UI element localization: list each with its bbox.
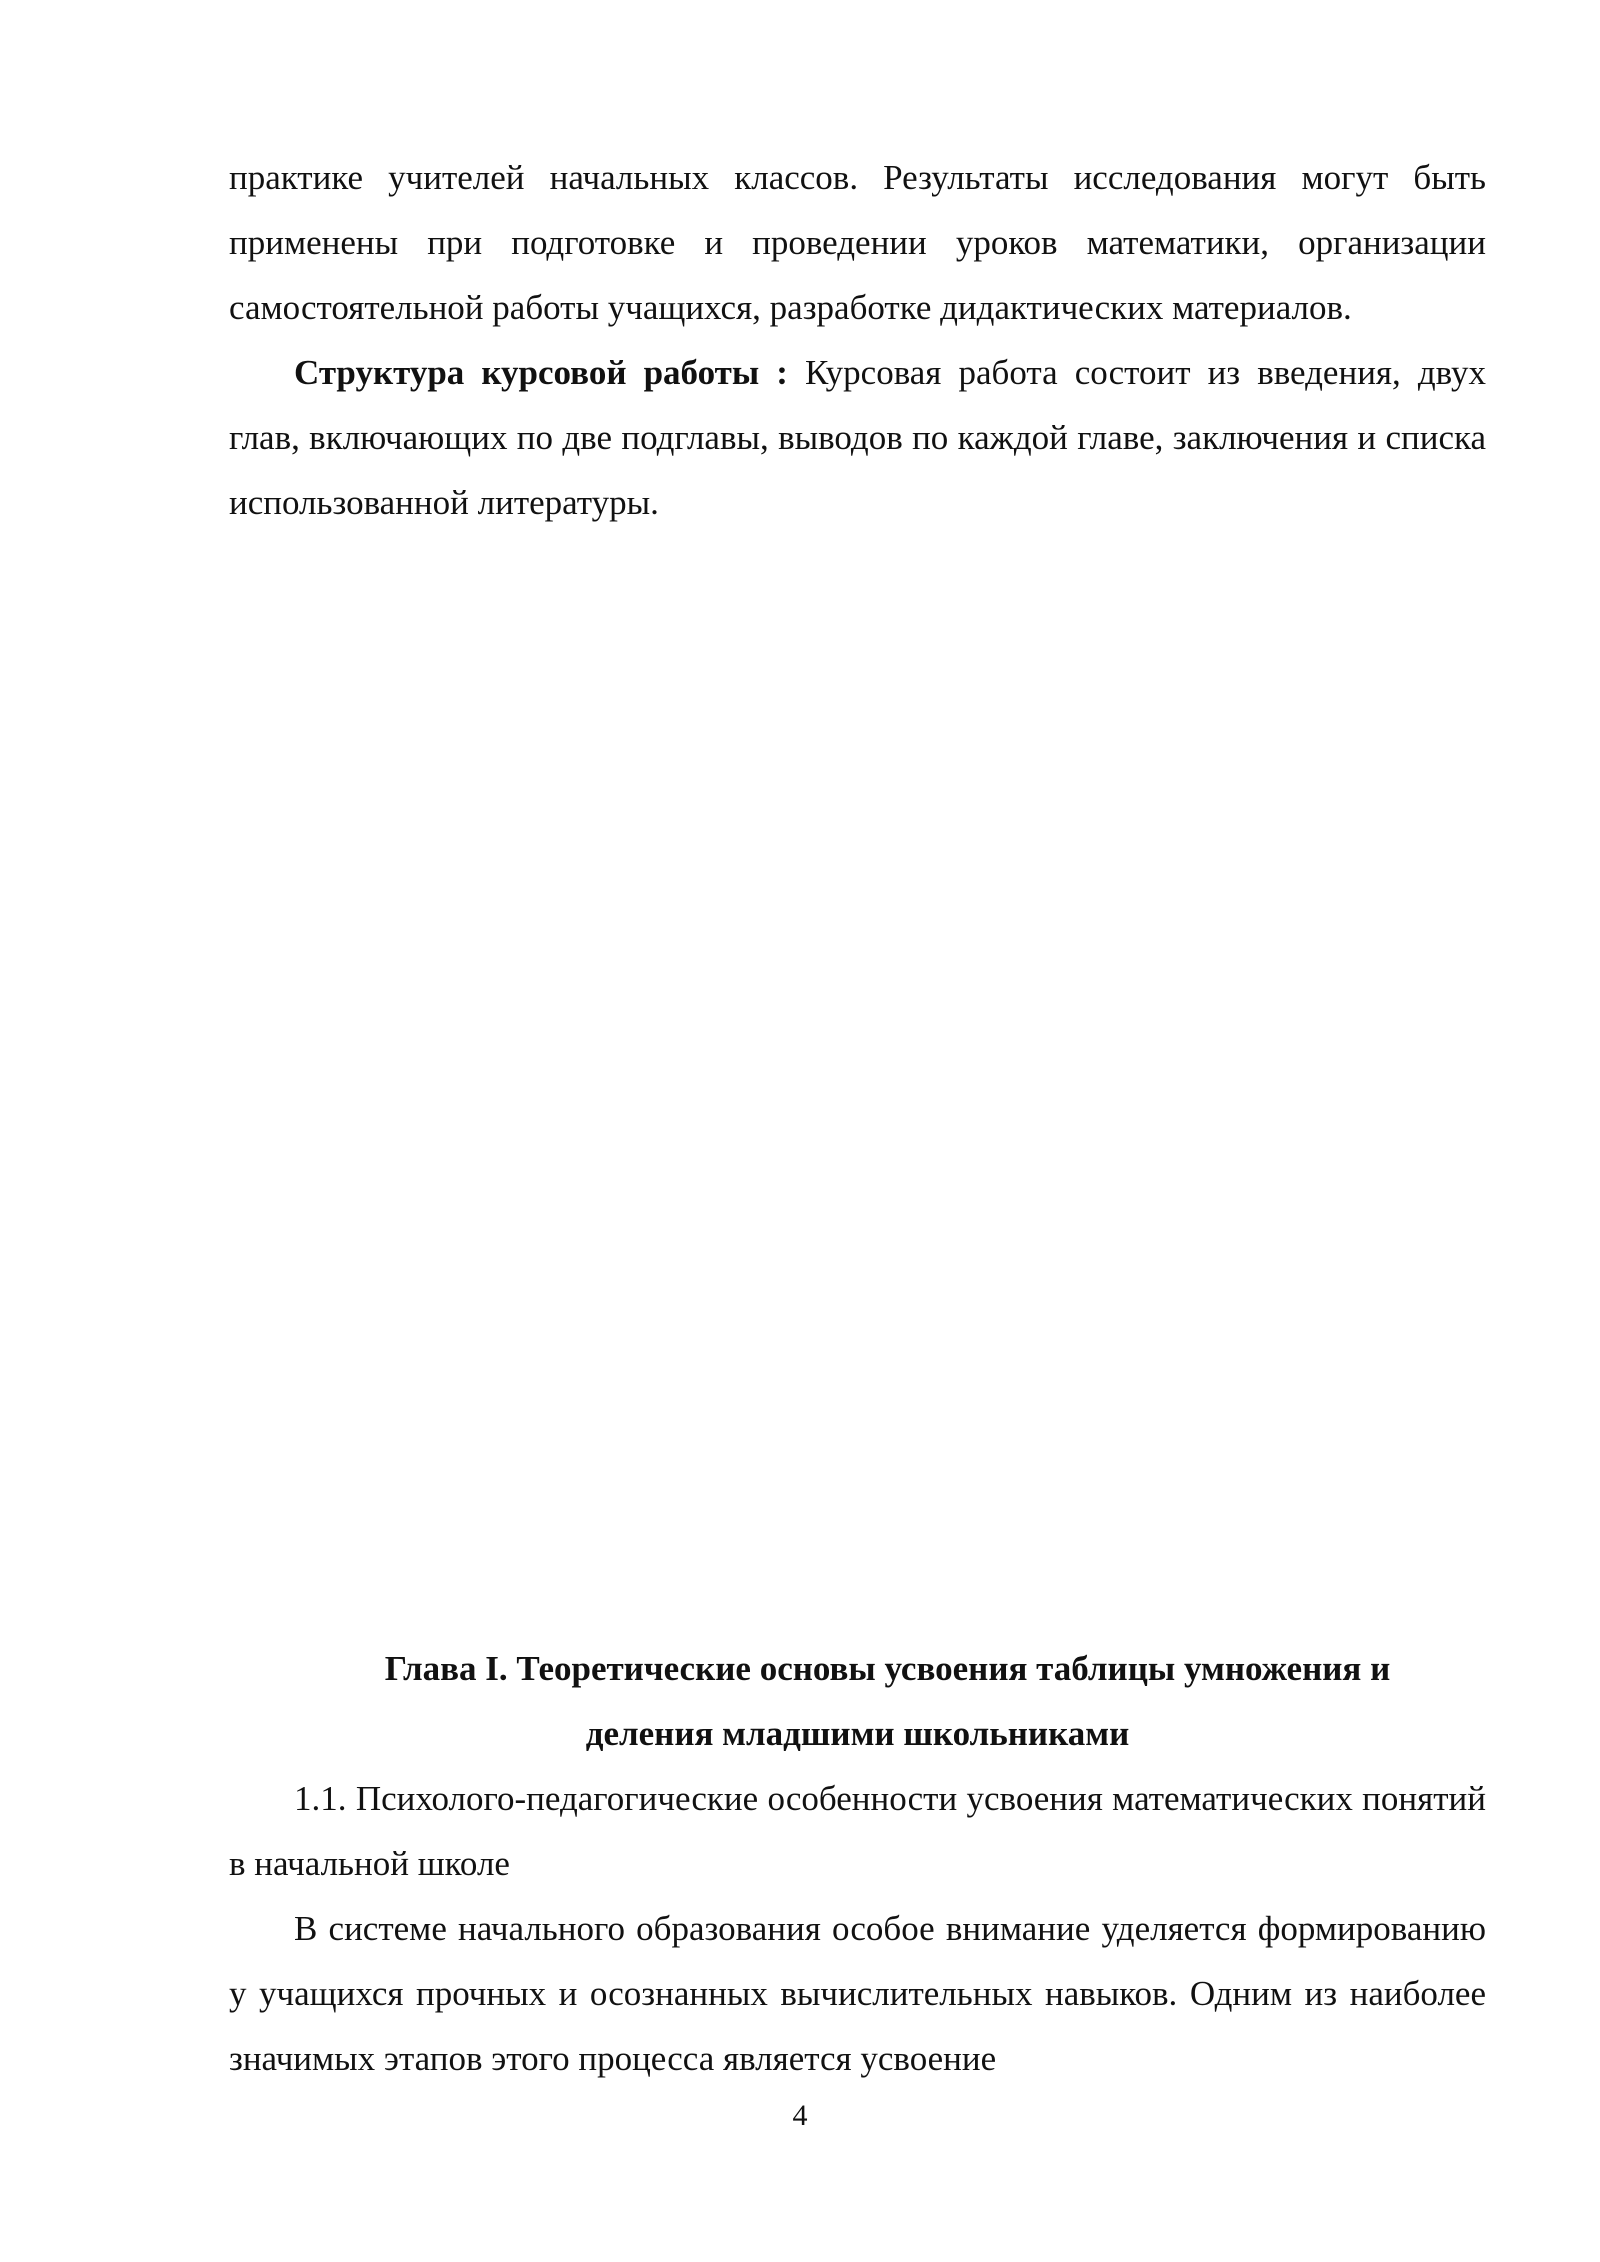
chapter-title-line-2: деления младшими школьниками bbox=[585, 1714, 1130, 1753]
structure-heading: Структура курсовой работы : bbox=[294, 353, 788, 392]
subchapter-title: 1.1. Психолого-педагогические особенности усвоения математических понятий в начальной школе bbox=[229, 1779, 1486, 1883]
structure-text: Курсовая работа состоит из введения, двух глав, включающих по две подглавы, выводов по каждой главе, заключения и списка использованной литературы. bbox=[229, 353, 1486, 522]
page-number: 4 bbox=[792, 2099, 808, 2132]
body-paragraph: В системе начального образования особое внимание уделяется формированию у учащихся прочных и осознанных вычислительных навыков. Одним из наиболее значимых этапов этого процесса является усвоение bbox=[229, 1909, 1486, 2078]
chapter-title bbox=[229, 1636, 1486, 1766]
structure-paragraph bbox=[229, 340, 1486, 535]
chapter-title-line-1: Глава I. Теоретические основы усвоения таблицы умножения и bbox=[384, 1649, 1391, 1688]
intro-paragraph-tail: практике учителей начальных классов. Результаты исследования могут быть применены при подготовке и проведении уроков математики, организации самостоятельной работы учащихся, разработке дидактических материалов. bbox=[229, 158, 1486, 327]
